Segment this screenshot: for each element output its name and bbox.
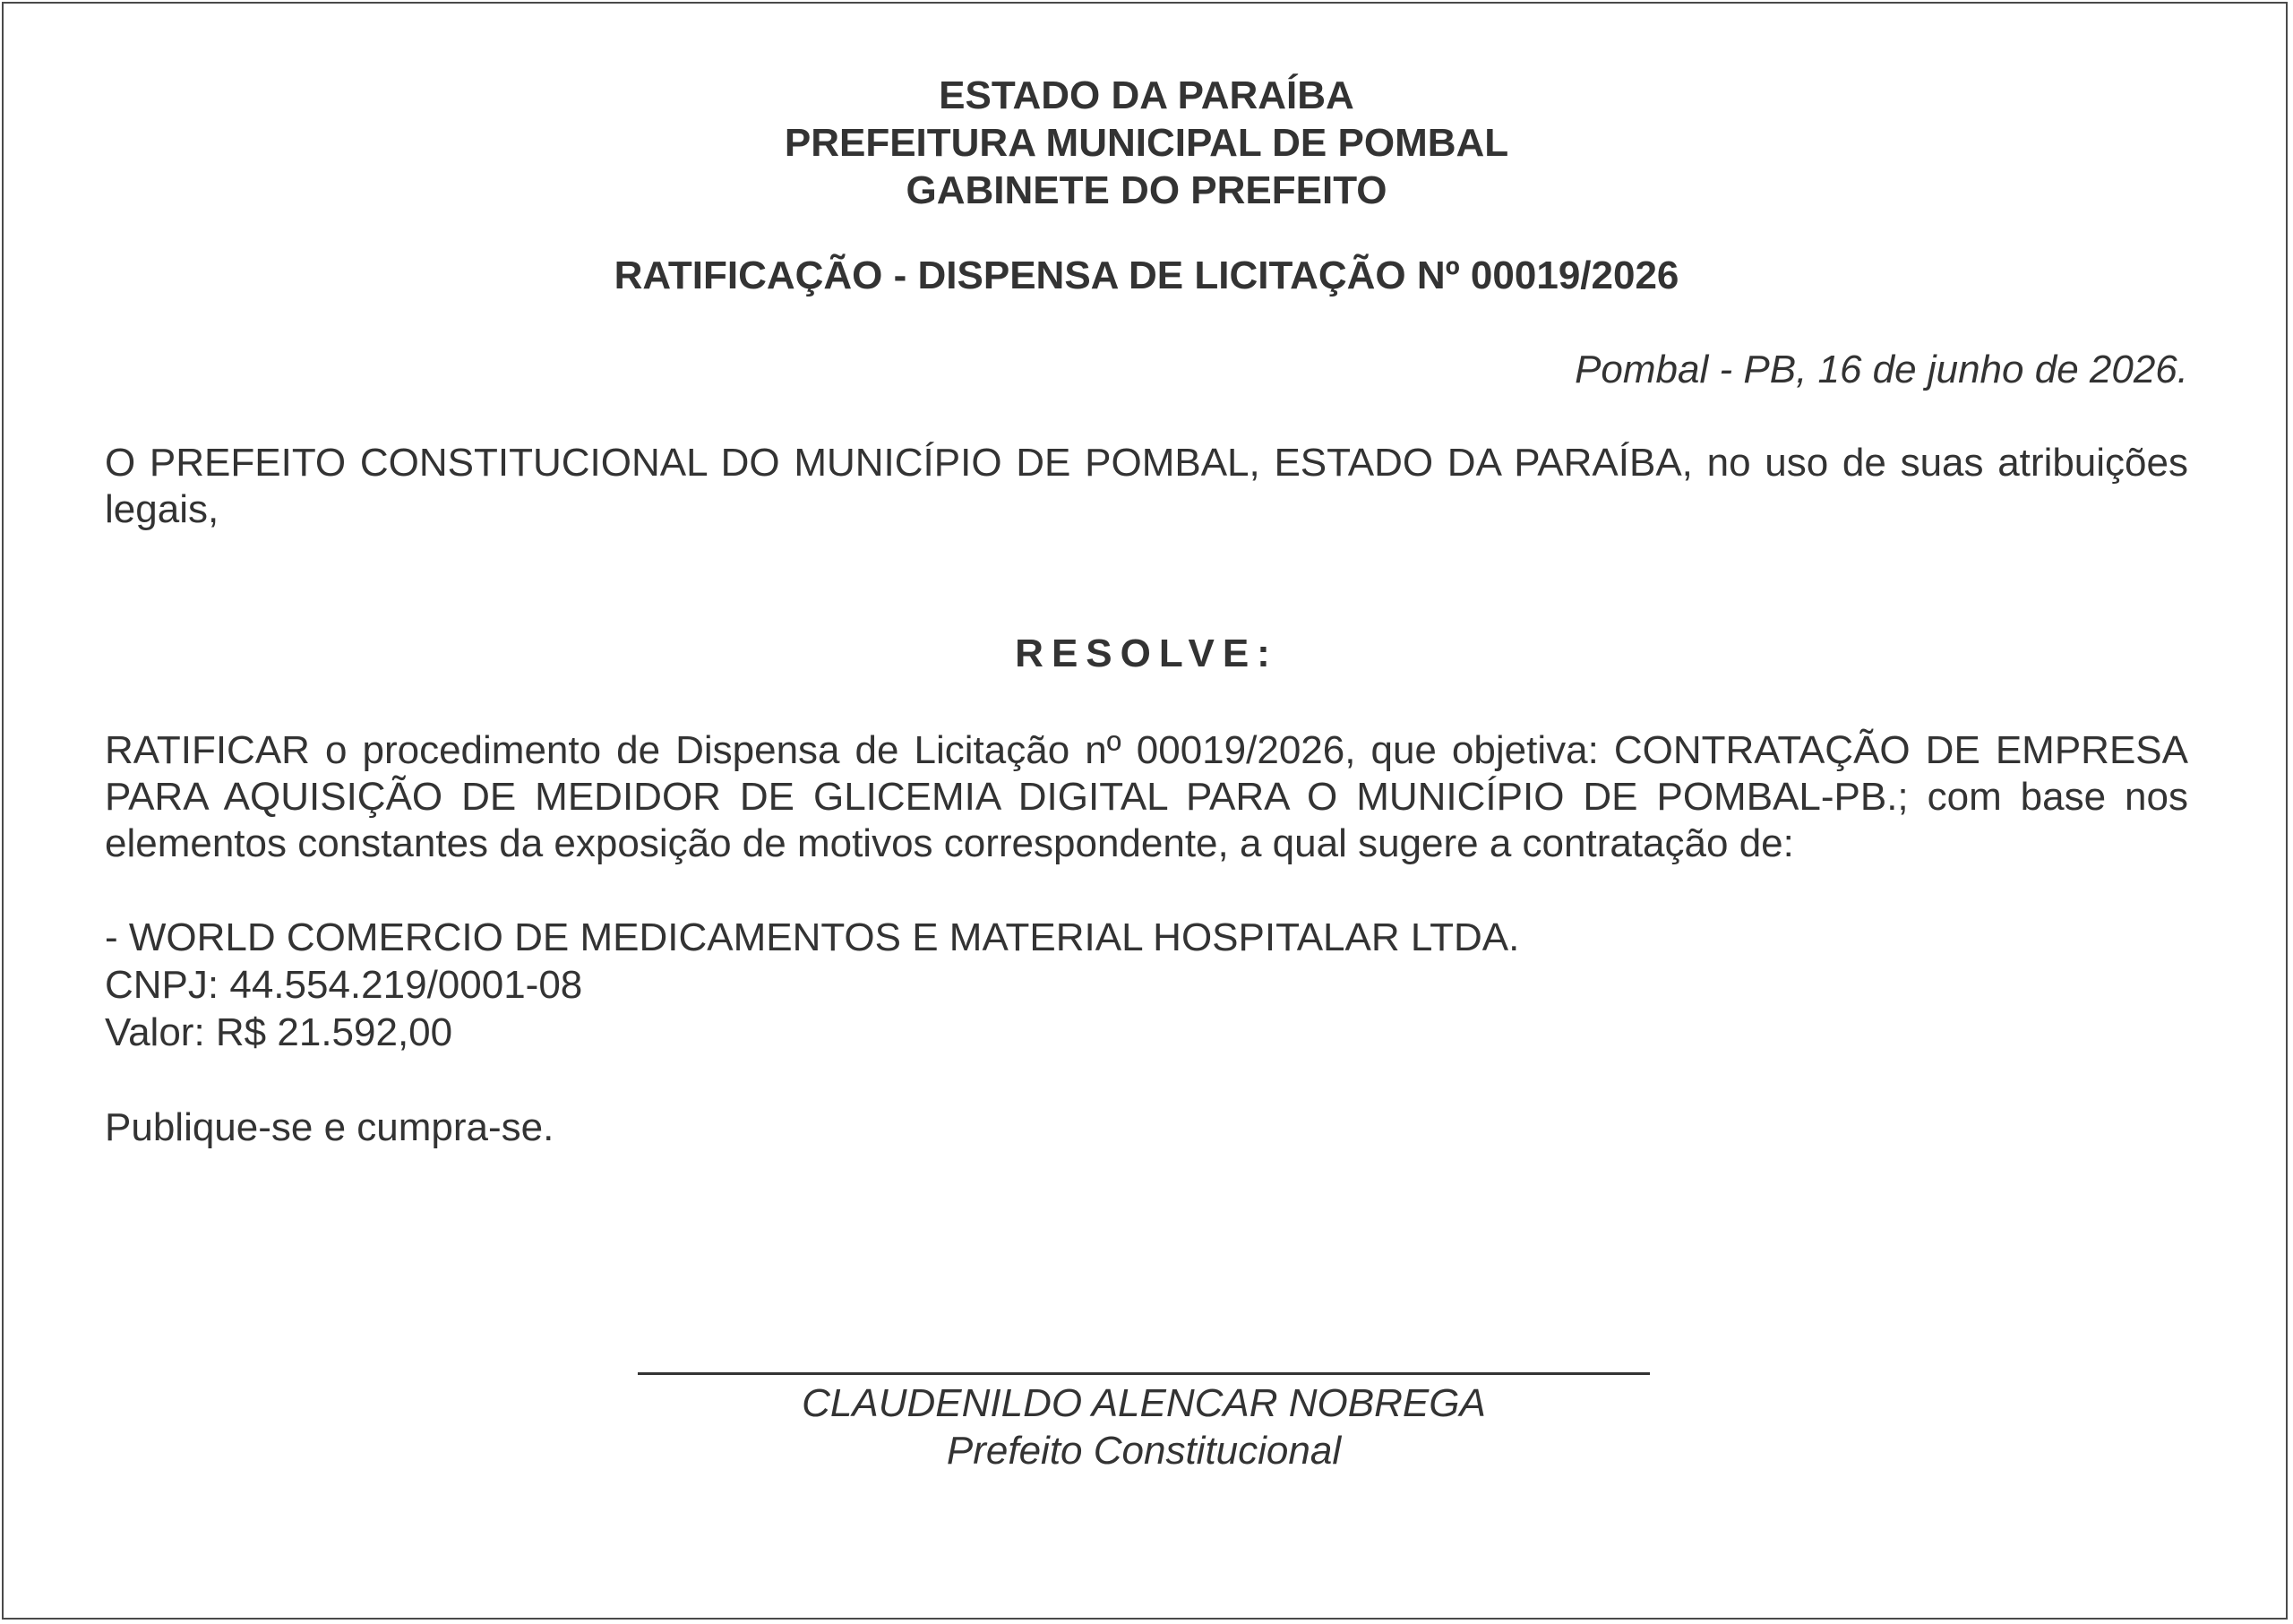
document-header (105, 72, 2188, 214)
date-line: Pombal - PB, 16 de junho de 2026. (1575, 348, 2188, 391)
intro-paragraph: O PREFEITO CONSTITUCIONAL DO MUNICÍPIO DE POMBAL, ESTADO DA PARAÍBA, no uso de suas atribuições legais, (105, 441, 2188, 531)
document-title: RATIFICAÇÃO - DISPENSA DE LICITAÇÃO Nº 00019/2026 (614, 253, 1679, 297)
closing-text: Publique-se e cumpra-se. (105, 1105, 554, 1149)
contractor-cnpj: CNPJ: 44.554.219/0001-08 (105, 963, 583, 1007)
header-office: GABINETE DO PREFEITO (906, 168, 1387, 212)
document-body (105, 72, 2188, 1151)
contractor-block (105, 914, 2188, 1056)
ratify-paragraph: RATIFICAR o procedimento de Dispensa de Licitação nº 00019/2026, que objetiva: CONTRATAÇÃO DE EMPRESA PARA AQUISIÇÃO DE MEDIDOR DE GLICEMIA DIGITAL PARA O MUNICÍPIO DE POMBAL-PB.; com base nos elementos constantes da exposição de motivos correspondente, a qual sugere a contratação de: (105, 728, 2188, 865)
contractor-value: Valor: R$ 21.592,00 (105, 1010, 453, 1054)
header-municipality: PREFEITURA MUNICIPAL DE POMBAL (784, 121, 1509, 165)
signature-block (638, 1372, 1650, 1474)
signature-line (638, 1372, 1650, 1375)
signatory-name: CLAUDENILDO ALENCAR NOBREGA (802, 1381, 1486, 1425)
resolve-heading: RESOLVE: (1015, 632, 1278, 675)
header-state: ESTADO DA PARAÍBA (939, 73, 1354, 117)
signatory-role: Prefeito Constitucional (946, 1429, 1342, 1473)
contractor-name: - WORLD COMERCIO DE MEDICAMENTOS E MATERIAL HOSPITALAR LTDA. (105, 915, 1520, 959)
